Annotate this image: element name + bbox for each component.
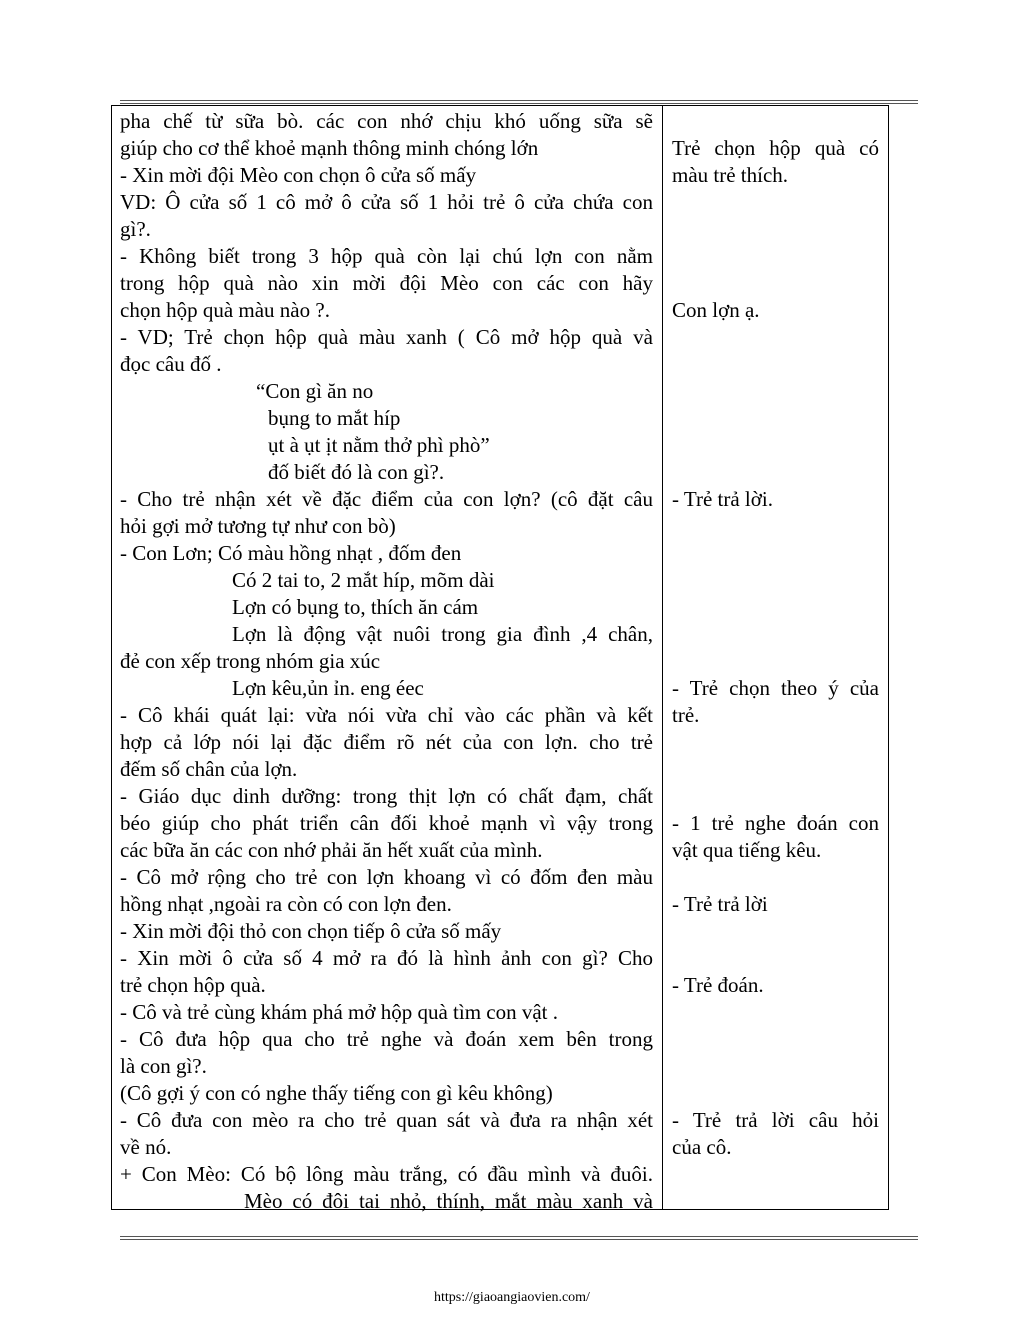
teacher-line: các bữa ăn các con nhớ phải ăn hết xuất của mình. [120, 838, 543, 862]
teacher-line: đọc câu đố . [120, 352, 222, 376]
teacher-line: về nó. [120, 1135, 172, 1159]
teacher-line: trẻ chọn hộp quà. [120, 973, 266, 997]
teacher-line: trong hộp quà nào xin mời đội Mèo con các con hãy [120, 271, 653, 295]
teacher-line: - Cô và trẻ cùng khám phá mở hộp quà tìm con vật . [120, 1000, 559, 1024]
lesson-table [111, 105, 889, 1213]
child-line: - Trẻ trả lời. [672, 487, 773, 511]
teacher-line: VD: Ô cửa số 1 cô mở ô cửa số 1 hỏi trẻ ô cửa chứa con [120, 190, 653, 214]
teacher-line: - Cô khái quát lại: vừa nói vừa chỉ vào các phần và kết [120, 703, 653, 727]
teacher-line: gì?. [120, 217, 151, 241]
child-line: Con lợn ạ. [672, 298, 760, 322]
teacher-line: ụt à ụt ịt nằm thở phì phò” [268, 433, 490, 457]
column-divider [662, 106, 663, 1209]
teacher-line: hỏi gợi mở tương tự như con bò) [120, 514, 396, 538]
teacher-line: béo giúp cho phát triển cân đối khoẻ mạnh vì vậy trong [120, 811, 653, 835]
teacher-line: đẻ con xếp trong nhóm gia xúc [120, 649, 381, 673]
teacher-line: đếm số chân của lợn. [120, 757, 298, 781]
child-line: - Trẻ trả lời câu hỏi [672, 1108, 879, 1132]
teacher-line: “Con gì ăn no [256, 379, 374, 403]
teacher-line: + Con Mèo: Có bộ lông màu trắng, có đầu mình và đuôi. [120, 1162, 653, 1186]
child-line: - Trẻ trả lời [672, 892, 768, 916]
teacher-activity-column [120, 108, 653, 1215]
teacher-line: - Xin mời đội Mèo con chọn ô cửa số mấy [120, 163, 477, 187]
teacher-line: - Giáo dục dinh dưỡng: trong thịt lợn có chất đạm, chất [120, 784, 653, 808]
teacher-line: - VD; Trẻ chọn hộp quà màu xanh ( Cô mở hộp quà và [120, 325, 653, 349]
header-rule [120, 100, 918, 104]
teacher-line: Mèo có đôi tai nhỏ, thính, mắt màu xanh và [244, 1189, 653, 1213]
teacher-line: pha chế từ sữa bò. các con nhớ chịu khó uống sữa sẽ [120, 109, 653, 133]
teacher-line: hợp cả lớp nói lại đặc điểm rõ nét của con lợn. cho trẻ [120, 730, 653, 754]
teacher-line: đố biết đó là con gì?. [268, 460, 445, 484]
teacher-line: - Không biết trong 3 hộp quà còn lại chú lợn con nằm [120, 244, 653, 268]
child-line: - 1 trẻ nghe đoán con [672, 811, 879, 835]
teacher-line: - Cô đưa con mèo ra cho trẻ quan sát và đưa ra nhận xét [120, 1108, 653, 1132]
child-line: - Trẻ chọn theo ý của [672, 676, 879, 700]
teacher-line: Lợn có bụng to, thích ăn cám [232, 595, 479, 619]
teacher-line: Lợn là động vật nuôi trong gia đình ,4 chân, [232, 622, 653, 646]
child-line: màu trẻ thích. [672, 163, 789, 187]
teacher-line: - Con Lơn; Có màu hồng nhạt , đốm đen [120, 541, 462, 565]
teacher-line: là con gì?. [120, 1054, 207, 1078]
teacher-line: - Xin mời ô cửa số 4 mở ra đó là hình ảnh con gì? Cho [120, 946, 653, 970]
child-line: vật qua tiếng kêu. [672, 838, 822, 862]
child-line: - Trẻ đoán. [672, 973, 764, 997]
footer-url[interactable]: https://giaoangiaovien.com/ [434, 1290, 590, 1305]
teacher-line: - Cho trẻ nhận xét về đặc điểm của con lợn? (cô đặt câu [120, 487, 653, 511]
child-line: của cô. [672, 1135, 732, 1159]
teacher-line: Có 2 tai to, 2 mắt híp, mõm dài [232, 568, 495, 592]
child-line: Trẻ chọn hộp quà có [672, 136, 879, 160]
teacher-line: - Cô đưa hộp qua cho trẻ nghe và đoán xem bên trong [120, 1027, 653, 1051]
teacher-line: - Xin mời đội thỏ con chọn tiếp ô cửa số mấy [120, 919, 502, 943]
footer-rule [120, 1236, 918, 1240]
teacher-line: giúp cho cơ thể khoẻ mạnh thông minh chóng lớn [120, 136, 539, 160]
teacher-line: (Cô gợi ý con có nghe thấy tiếng con gì kêu không) [120, 1081, 553, 1105]
teacher-line: hồng nhạt ,ngoài ra còn có con lợn đen. [120, 892, 452, 916]
teacher-line: Lợn kêu,ủn ỉn. eng éec [232, 676, 424, 700]
teacher-line: chọn hộp quà màu nào ?. [120, 298, 330, 322]
teacher-line: bụng to mắt híp [268, 406, 401, 430]
teacher-line: - Cô mở rộng cho trẻ con lợn khoang vì có đốm đen màu [120, 865, 653, 889]
child-line: trẻ. [672, 703, 700, 727]
